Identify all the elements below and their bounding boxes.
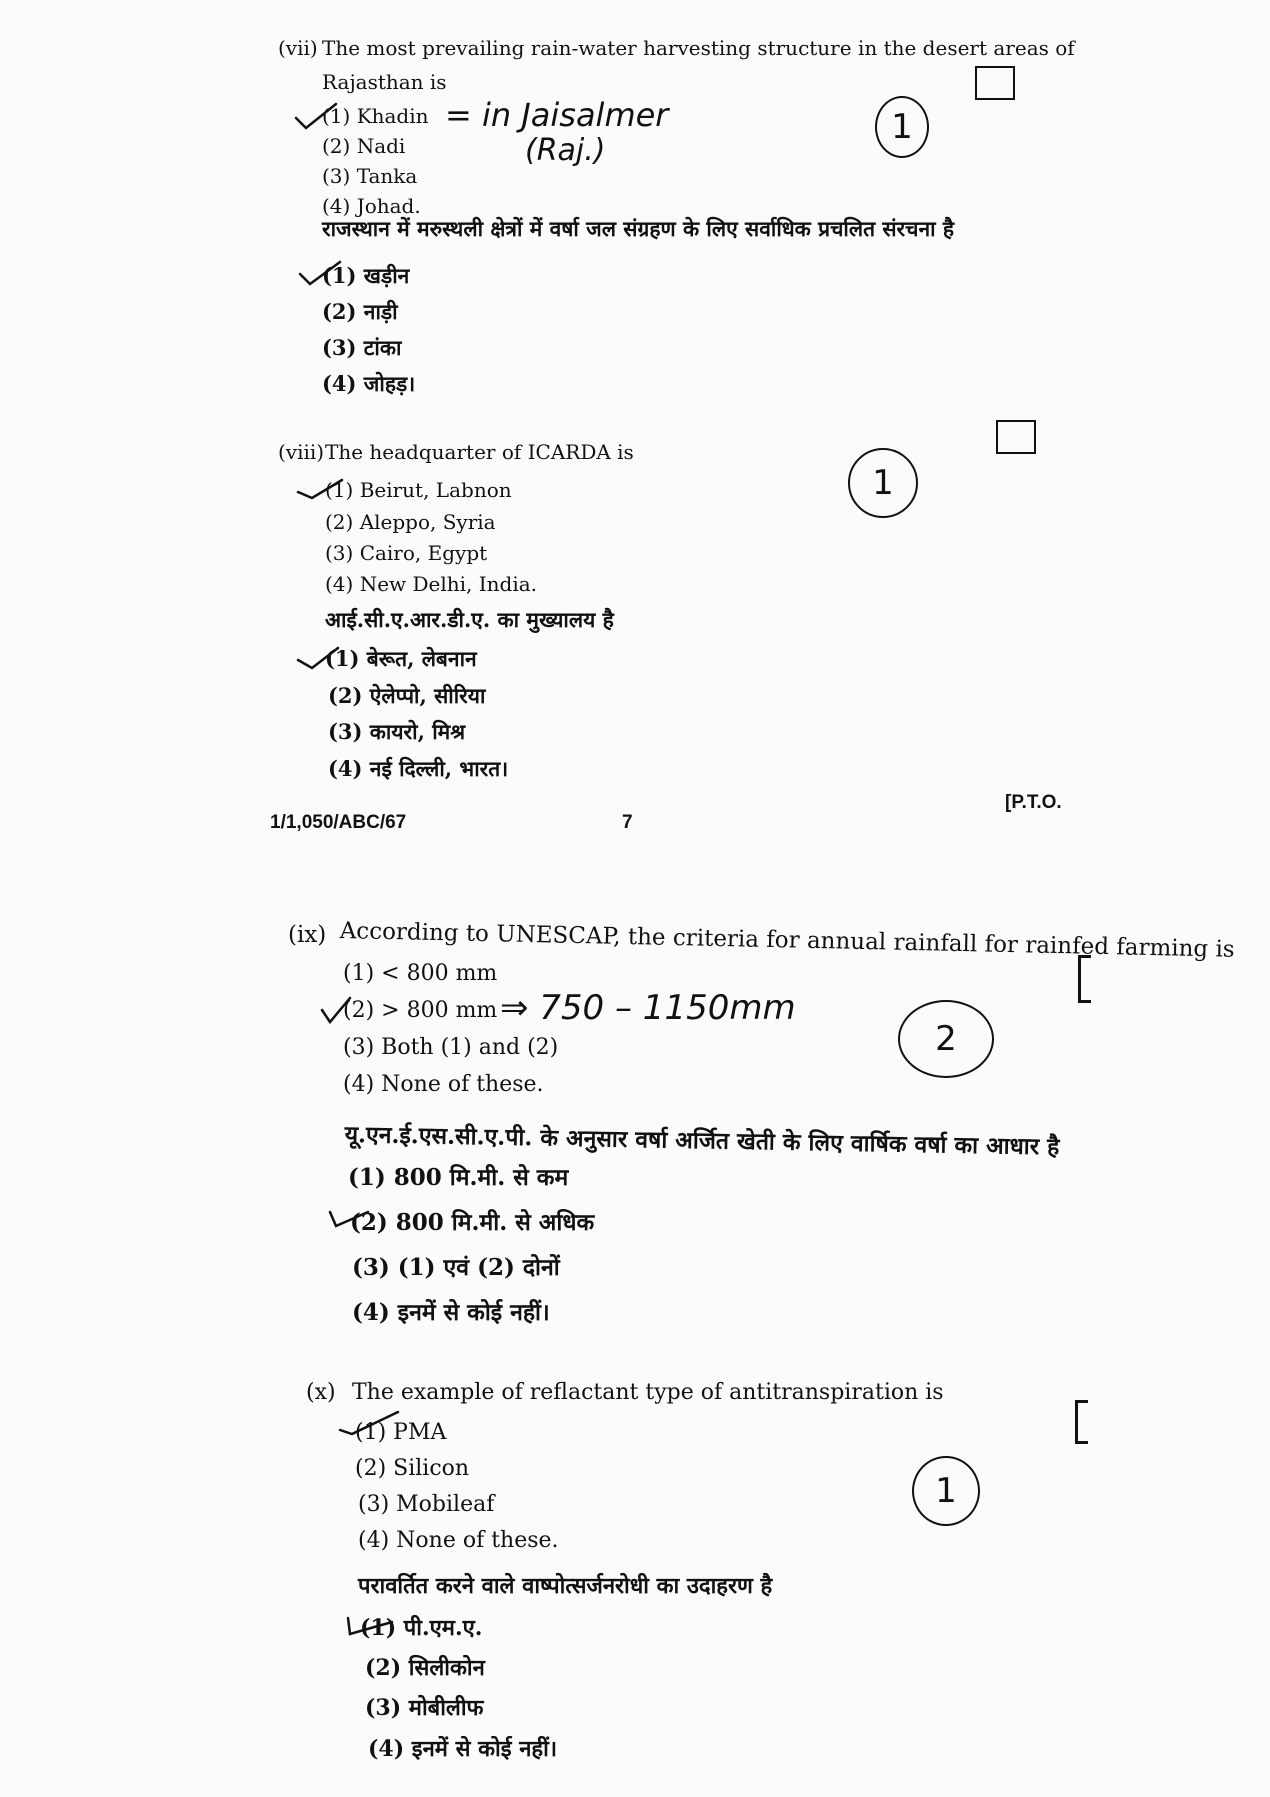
option-hindi: (3) मोबीलीफ [365, 1695, 484, 1721]
option: (3) Mobileaf [358, 1492, 495, 1517]
option-hindi: (2) 800 मि.मी. से अधिक [350, 1209, 595, 1236]
option-hindi: (2) सिलीकोन [365, 1655, 485, 1681]
mark-circle: 2 [898, 1000, 994, 1078]
handwritten-note: = in Jaisalmer [445, 96, 669, 134]
option: (4) New Delhi, India. [325, 572, 538, 596]
question-ix-text-hindi: यू.एन.ई.एस.सी.ए.पी. के अनुसार वर्षा अर्जित खेती के लिए वार्षिक वर्षा का आधार है [344, 1120, 1060, 1161]
handwritten-note: (Raj.) [525, 133, 606, 168]
pto-label: [P.T.O. [1005, 792, 1062, 813]
handwritten-note: ⇒ 750 – 1150mm [500, 988, 796, 1028]
question-ix-text: According to UNESCAP, the criteria for annual rainfall for rainfed farming is [339, 918, 1235, 963]
option: (1) < 800 mm [343, 961, 498, 986]
page-number: 7 [622, 812, 633, 833]
option-hindi: (3) (1) एवं (2) दोनों [352, 1254, 560, 1281]
option: (4) None of these. [343, 1072, 544, 1097]
option: (3) Both (1) and (2) [343, 1035, 559, 1060]
option-hindi: (3) टांका [322, 335, 402, 360]
option: (2) > 800 mm [343, 998, 498, 1023]
option-hindi: (1) 800 मि.मी. से कम [348, 1164, 569, 1191]
option-hindi: (2) नाड़ी [322, 299, 398, 324]
mark-circle: 1 [848, 448, 918, 518]
question-viii-number: (viii) [278, 440, 325, 464]
question-viii-text: The headquarter of ICARDA is [325, 440, 634, 464]
question-viii-text-hindi: आई.सी.ए.आर.डी.ए. का मुख्यालय है [325, 607, 614, 632]
question-vii-text-hindi: राजस्थान में मरुस्थली क्षेत्रों में वर्षा जल संग्रहण के लिए सर्वाधिक प्रचलित संरचना है [322, 216, 955, 241]
mark-circle: 1 [912, 1456, 980, 1526]
question-vii-text: The most prevailing rain-water harvesting structure in the desert areas of [322, 36, 1075, 60]
question-x-text-hindi: परावर्तित करने वाले वाष्पोत्सर्जनरोधी का उदाहरण है [358, 1573, 773, 1599]
option: (3) Cairo, Egypt [325, 541, 488, 565]
option: (2) Silicon [355, 1456, 470, 1481]
option: (2) Aleppo, Syria [325, 510, 496, 534]
mark-circle: 1 [875, 96, 929, 158]
option: (1) Beirut, Labnon [325, 478, 512, 502]
option-hindi: (1) पी.एम.ए. [360, 1615, 483, 1641]
option: (3) Tanka [322, 164, 418, 188]
question-ix-number: (ix) [288, 922, 327, 948]
option: (4) Johad. [322, 194, 421, 218]
option-hindi: (4) जोहड़। [322, 371, 416, 396]
paper-code: 1/1,050/ABC/67 [270, 812, 407, 833]
option: (1) PMA [355, 1420, 447, 1445]
option-hindi: (4) इनमें से कोई नहीं। [368, 1736, 558, 1762]
question-vii-number: (vii) [278, 36, 318, 60]
option-hindi: (3) कायरो, मिश्र [328, 719, 466, 744]
option-hindi: (4) नई दिल्ली, भारत। [328, 756, 509, 781]
option-hindi: (4) इनमें से कोई नहीं। [352, 1299, 550, 1326]
question-x-number: (x) [306, 1380, 336, 1405]
option: (1) Khadin [322, 104, 429, 128]
question-x-text: The example of reflactant type of antitranspiration is [352, 1380, 944, 1405]
option: (4) None of these. [358, 1528, 559, 1553]
question-vii-text-cont: Rajasthan is [322, 70, 447, 94]
option: (2) Nadi [322, 134, 406, 158]
option-hindi: (1) खड़ीन [322, 263, 410, 288]
option-hindi: (2) ऐलेप्पो, सीरिया [328, 683, 486, 708]
option-hindi: (1) बेरूत, लेबनान [325, 646, 477, 671]
